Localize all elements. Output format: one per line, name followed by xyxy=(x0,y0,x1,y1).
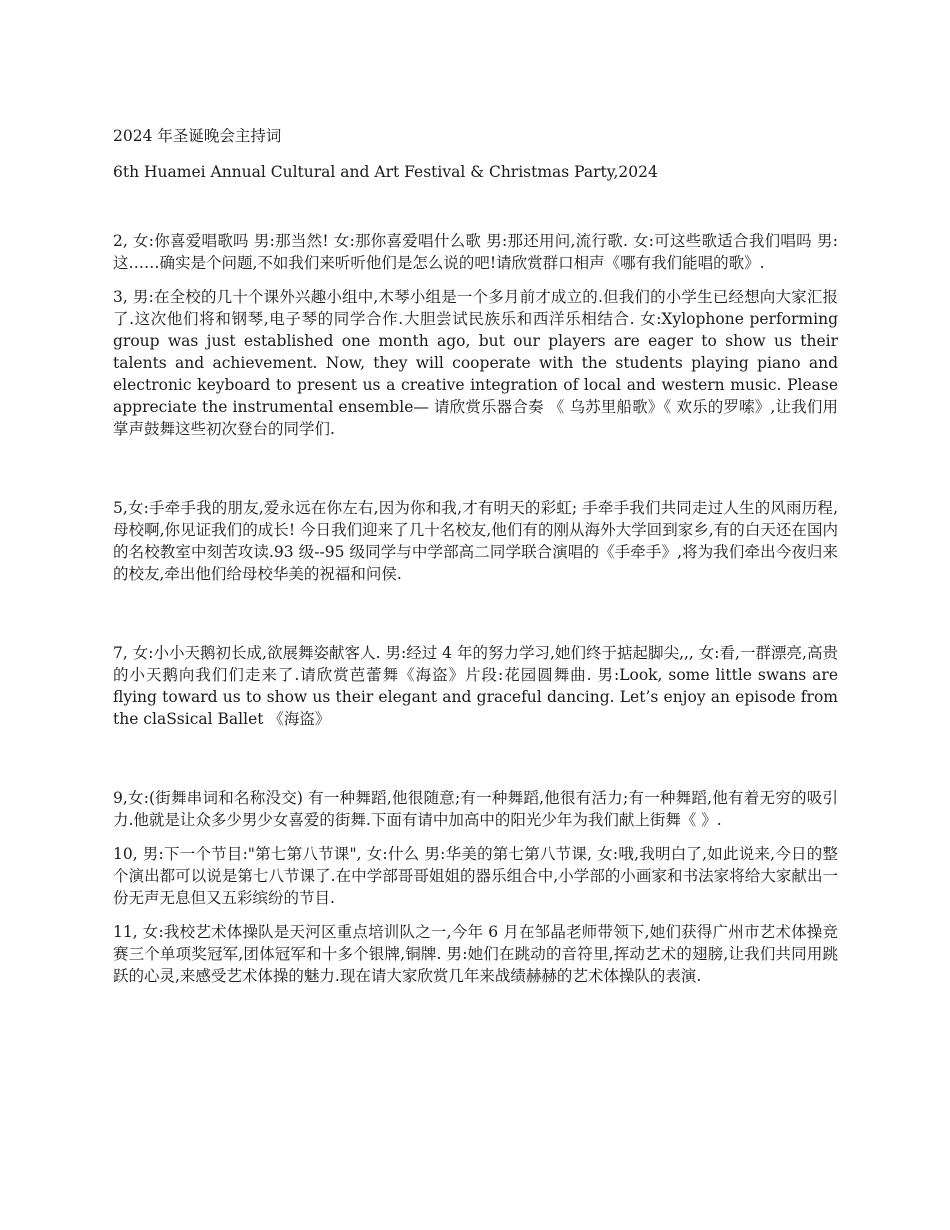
paragraph-9: 9,女:(街舞串词和名称没交) 有一种舞蹈,他很随意;有一种舞蹈,他很有活力;有一种舞蹈,他有着无穷的吸引力.他就是让众多少男少女喜爱的街舞.下面有请中加高中的阳光少年为我们献上街舞《 》. xyxy=(113,789,838,829)
paragraph-2: 2, 女:你喜爱唱歌吗 男:那当然! 女:那你喜爱唱什么歌 男:那还用问,流行歌. 女:可这些歌适合我们唱吗 男:这……确实是个问题,不如我们来听听他们是怎么说的吧!请欣赏群口相声《哪有我们能唱的歌》. xyxy=(113,232,838,272)
document-title: 2024 年圣诞晚会主持词 xyxy=(113,127,282,145)
paragraph-3: 3, 男:在全校的几十个课外兴趣小组中,木琴小组是一个多月前才成立的.但我们的小学生已经想向大家汇报了.这次他们将和钢琴,电子琴的同学合作.大胆尝试民族乐和西洋乐相结合. 女:Xylophone performing group was just established one month ago, but our players are eager to show us their talents and achievement. Now, they will cooperate with the students playing piano and electronic keyboard to present us a creative integration of local and western music. Please appreciate the instrumental ensemble— 请欣赏乐器合奏 《 乌苏里船歌》《 欢乐的罗嗦》,让我们用掌声鼓舞这些初次登台的同学们. xyxy=(113,288,838,438)
document-subtitle: 6th Huamei Annual Cultural and Art Festival & Christmas Party,2024 xyxy=(113,163,658,181)
paragraph-5: 5,女:手牵手我的朋友,爱永远在你左右,因为你和我,才有明天的彩虹; 手牵手我们共同走过人生的风雨历程,母校啊,你见证我们的成长! 今日我们迎来了几十名校友,他们有的刚从海外大学回到家乡,有的白天还在国内的名校教室中刻苦攻读.93 级--95 级同学与中学部高二同学联合演唱的《手牵手》,将为我们牵出今夜归来的校友,牵出他们给母校华美的祝福和问侯. xyxy=(113,499,838,583)
document-page xyxy=(113,125,838,987)
paragraph-10: 10, 男:下一个节目:"第七第八节课", 女:什么 男:华美的第七第八节课, 女:哦,我明白了,如此说来,今日的整个演出都可以说是第七八节课了.在中学部哥哥姐姐的器乐组合中,小学部的小画家和书法家将给大家献出一份无声无息但又五彩缤纷的节目. xyxy=(113,845,838,907)
paragraph-11: 11, 女:我校艺术体操队是天河区重点培训队之一,今年 6 月在邹晶老师带领下,她们获得广州市艺术体操竞赛三个单项奖冠军,团体冠军和十多个银牌,铜牌. 男:她们在跳动的音符里,挥动艺术的翅膀,让我们共同用跳跃的心灵,来感受艺术体操的魅力.现在请大家欣赏几年来战绩赫赫的艺术体操队的表演. xyxy=(113,923,838,985)
paragraph-7: 7, 女:小小天鹅初长成,欲展舞姿献客人. 男:经过 4 年的努力学习,她们终于掂起脚尖,,, 女:看,一群漂亮,高贵的小天鹅向我们们走来了.请欣赏芭蕾舞《海盗》片段:花园圆舞曲. 男:Look, some little swans are flying toward us to show us their elegant and graceful dancing. Let’s enjoy an episode from the claSsical Ballet 《海盗》 xyxy=(113,644,838,728)
